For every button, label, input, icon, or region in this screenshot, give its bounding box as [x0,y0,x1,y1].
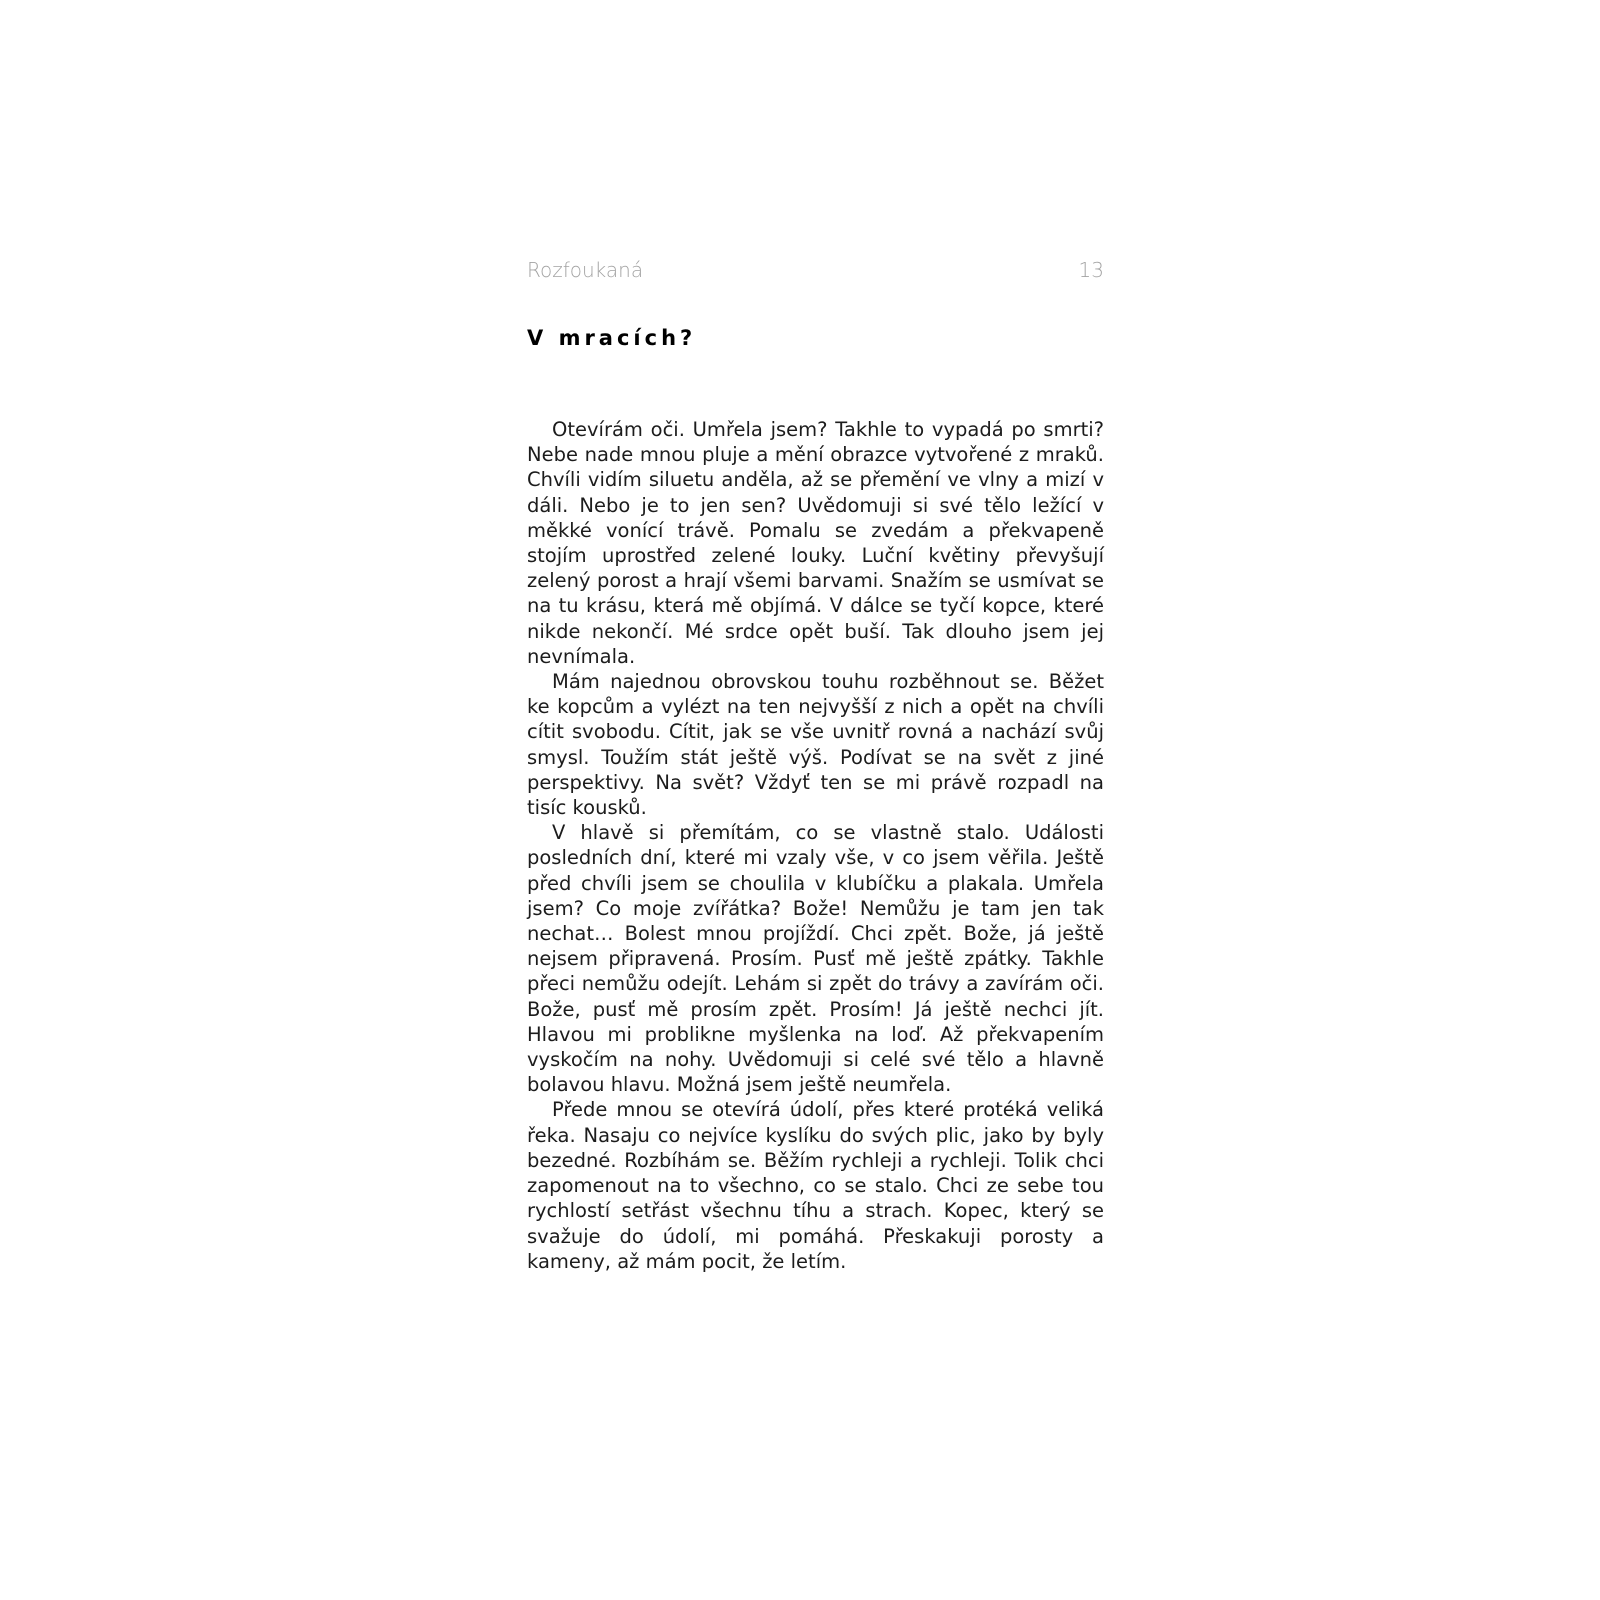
running-header [527,255,1104,285]
page-number: 13 [1078,258,1104,282]
paragraph-4: Přede mnou se otevírá údolí, přes které protéká veliká řeka. Nasaju co nejvíce kyslíku do svých plic, jako by byly bezedné. Rozbíhám se. Běžím rychleji a rychleji. Tolik chci zapomenout na to všechno, co se stalo. Chci ze sebe tou rychlostí setřást všechnu tíhu a strach. Kopec, který se svažuje do údolí, mi pomáhá. Přeskakuji porosty a kameny, až mám pocit, že letím. [527,1098,1104,1273]
book-page [527,255,1104,1273]
paragraph-1: Otevírám oči. Umřela jsem? Takhle to vypadá po smrti? Nebe nade mnou pluje a mění obrazce vytvořené z mraků. Chvíli vidím siluetu anděla, až se přemění ve vlny a mizí v dáli. Nebo je to jen sen? Uvědomuji si své tělo ležící v měkké vonící trávě. Pomalu se zvedám a překvapeně stojím uprostřed zelené louky. Luční květiny převyšují zelený porost a hrají všemi barvami. Snažím se usmívat se na tu krásu, která mě objímá. V dálce se tyčí kopce, které nikde nekončí. Mé srdce opět buší. Tak dlouho jsem jej nevnímala. [527,418,1104,668]
chapter-body [527,417,1104,1274]
running-header-book-title: Rozfoukaná [527,258,644,282]
paragraph-3: V hlavě si přemítám, co se vlastně stalo. Události posledních dní, které mi vzaly vše, v co jsem věřila. Ještě před chvíli jsem se choulila v klubíčku a plakala. Umřela jsem? Co moje zvířátka? Bože! Nemůžu je tam jen tak nechat… Bolest mnou projíždí. Chci zpět. Bože, já ještě nejsem připravená. Prosím. Pusť mě ještě zpátky. Takhle přeci nemůžu odejít. Lehám si zpět do trávy a zavírám oči. Bože, pusť mě prosím zpět. Prosím! Já ještě nechci jít. Hlavou mi problikne myšlenka na loď. Až překvapením vyskočím na nohy. Uvědomuji si celé své tělo a hlavně bolavou hlavu. Možná jsem ještě neumřela. [527,821,1104,1097]
paragraph-2: Mám najednou obrovskou touhu rozběhnout se. Běžet ke kopcům a vylézt na ten nejvyšší z nich a opět na chvíli cítit svobodu. Cítit, jak se vše uvnitř rovná a nachází svůj smysl. Toužím stát ještě výš. Podívat se na svět z jiné perspektivy. Na svět? Vždyť ten se mi právě rozpadl na tisíc kousků. [527,670,1104,820]
chapter-title: V mracích? [527,326,697,350]
